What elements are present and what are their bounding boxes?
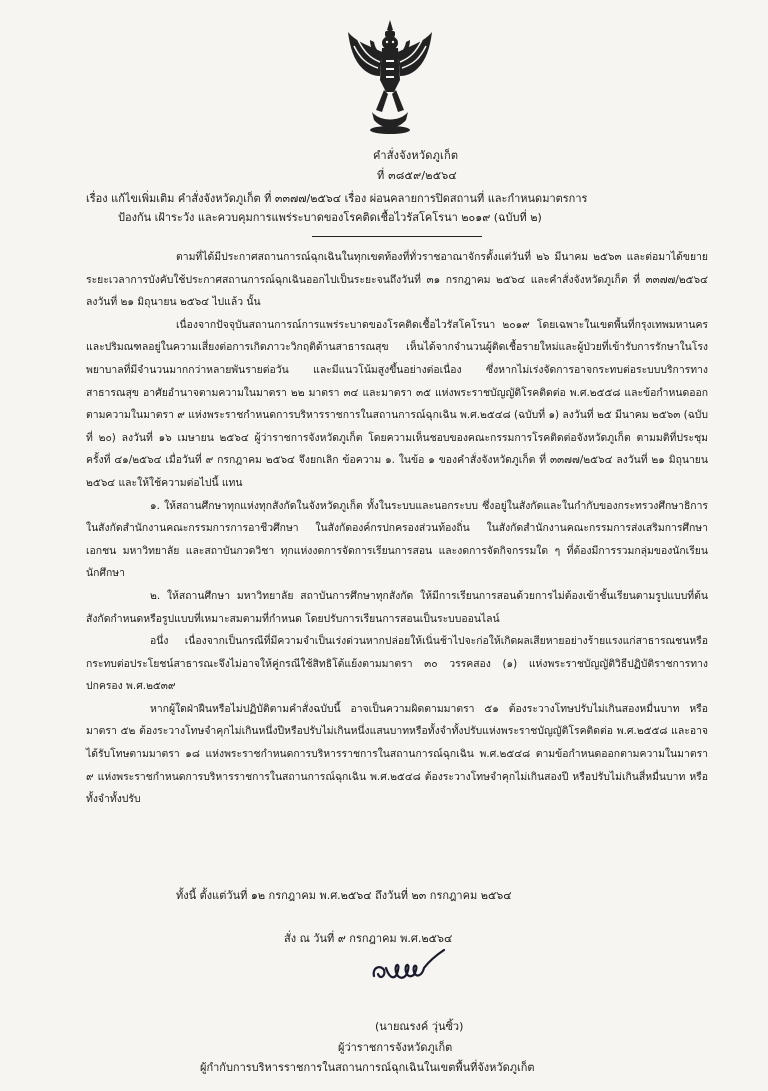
effective-period: ทั้งนี้ ตั้งแต่วันที่ ๑๒ กรกฎาคม พ.ศ.๒๕๖๔ ถึงวันที่ ๒๓ กรกฎาคม ๒๕๖๔ xyxy=(176,889,512,902)
handwritten-signature xyxy=(368,946,448,990)
subject-block xyxy=(86,189,706,227)
subject-line-1: เรื่อง แก้ไขเพิ่มเติม คำสั่งจังหวัดภูเก็ต ที่ ๓๓๗๗/๒๕๖๔ เรื่อง ผ่อนคลายการปิดสถานที่ และกำหนดมาตรการ xyxy=(86,192,588,205)
order-heading: คำสั่งจังหวัดภูเก็ต xyxy=(373,149,459,162)
paragraph-penalty: หากผู้ใดฝ่าฝืนหรือไม่ปฏิบัติตามคำสั่งฉบับนี้ อาจเป็นความผิดตามมาตรา ๕๑ ต้องระวางโทษปรับไม่เกินสองหมื่นบาท หรือมาตรา ๕๒ ต้องระวางโทษจำคุกไม่เกินหนึ่งปีหรือปรับไม่เกินหนึ่งแสนบาทหรือทั้งจำทั้งปรับแห่งพระราชบัญญัติโรคติดต่อ พ.ศ.๒๕๕๘ และอาจได้รับโทษตามมาตรา ๑๘ แห่งพระราชกำหนดการบริหารราชการในสถานการณ์ฉุกเฉิน พ.ศ.๒๕๔๘ ตามข้อกำหนดออกตามความในมาตรา ๙ แห่งพระราชกำหนดการบริหารราชการในสถานการณ์ฉุกเฉิน พ.ศ.๒๕๔๘ ต้องระวางโทษจำคุกไม่เกินสองปี หรือปรับไม่เกินสี่หมื่นบาท หรือทั้งจำทั้งปรับ xyxy=(86,702,708,806)
subject-line-2: ป้องกัน เฝ้าระวัง และควบคุมการแพร่ระบาดของโรคติดเชื้อไวรัสโคโรนา ๒๐๑๙ (ฉบับที่ ๒) xyxy=(118,211,542,224)
subject-underline xyxy=(312,236,482,237)
signer-name: (นายณรงค์ วุ่นซิ้ว) xyxy=(375,1020,464,1033)
signer-role: ผู้กำกับการบริหารราชการในสถานการณ์ฉุกเฉินในเขตพื้นที่จังหวัดภูเก็ต xyxy=(200,1061,535,1074)
order-number: ที่ ๓๘๕๙/๒๕๖๔ xyxy=(377,169,457,182)
paragraph-note: อนึ่ง เนื่องจากเป็นกรณีที่มีความจำเป็นเร่งด่วนหากปล่อยให้เนิ่นช้าไปจะก่อให้เกิดผลเสียหายอย่างร้ายแรงแก่สาธารณชนหรือกระทบต่อประโยชน์สาธารณะจึงไม่อาจให้คู่กรณีใช้สิทธิโต้แย้งตามมาตรา ๓๐ วรรคสอง (๑) แห่งพระราชบัญญัติวิธีปฏิบัติราชการทางปกครอง พ.ศ.๒๕๓๙ xyxy=(86,635,708,693)
paragraph-reason: เนื่องจากปัจจุบันสถานการณ์การแพร่ระบาดของโรคติดเชื้อไวรัสโคโรนา ๒๐๑๙ โดยเฉพาะในเขตพื้นที่กรุงเทพมหานครและปริมณฑลอยู่ในความเสี่ยงต่อการเกิดภาวะวิกฤติด้านสาธารณสุข เห็นได้จากจำนวนผู้ติดเชื้อรายใหม่และผู้ป่วยที่เข้ารับการรักษาในโรงพยาบาลที่มีจำนวนมากกว่าหลายพันรายต่อวัน และมีแนวโน้มสูงขึ้นอย่างต่อเนื่อง ซึ่งหากไม่เร่งจัดการอาจกระทบต่อระบบบริการทางสาธารณสุข อาศัยอำนาจตามความในมาตรา ๒๒ มาตรา ๓๔ และมาตรา ๓๕ แห่งพระราชบัญญัติโรคติดต่อ พ.ศ.๒๕๕๘ และข้อกำหนดออกตามความในมาตรา ๙ แห่งพระราชกำหนดการบริหารราชการในสถานการณ์ฉุกเฉิน พ.ศ.๒๕๔๘ (ฉบับที่ ๑) ลงวันที่ ๒๕ มีนาคม ๒๕๖๓ (ฉบับที่ ๒๐) ลงวันที่ ๑๖ เมษายน ๒๕๖๔ ผู้ว่าราชการจังหวัดภูเก็ต โดยความเห็นชอบของคณะกรรมการโรคติดต่อจังหวัดภูเก็ต ตามมติที่ประชุม ครั้งที่ ๔๑/๒๕๖๔ เมื่อวันที่ ๙ กรกฎาคม ๒๕๖๔ จึงยกเลิก ข้อความ ๑. ในข้อ ๑ ของคำสั่งจังหวัดภูเก็ต ที่ ๓๓๗๗/๒๕๖๔ ลงวันที่ ๒๑ มิถุนายน ๒๕๖๔ และให้ใช้ความต่อไปนี้ แทน xyxy=(86,318,708,489)
paragraph-clause-1: ๑. ให้สถานศึกษาทุกแห่งทุกสังกัดในจังหวัดภูเก็ต ทั้งในระบบและนอกระบบ ซึ่งอยู่ในสังกัดและในกำกับของกระทรวงศึกษาธิการ ในสังกัดสำนักงานคณะกรรมการการอาชีวศึกษา ในสังกัดองค์กรปกครองส่วนท้องถิ่น ในสังกัดสำนักงานคณะกรรมการส่งเสริมการศึกษาเอกชน มหาวิทยาลัย และสถาบันกวดวิชา ทุกแห่งงดการจัดการเรียนการสอน และงดการจัดกิจกรรมใด ๆ ที่ต้องมีการรวมกลุ่มของนักเรียน นักศึกษา xyxy=(86,499,708,580)
garuda-emblem-icon xyxy=(340,18,440,136)
order-body xyxy=(86,246,708,811)
order-date: สั่ง ณ วันที่ ๙ กรกฎาคม พ.ศ.๒๕๖๔ xyxy=(284,932,453,945)
paragraph-clause-2: ๒. ให้สถานศึกษา มหาวิทยาลัย สถาบันการศึกษาทุกสังกัด ให้มีการเรียนการสอนด้วยการไม่ต้องเข้าชั้นเรียนตามรูปแบบที่ต้นสังกัดกำหนดหรือรูปแบบที่เหมาะสมตามที่กำหนด โดยปรับการเรียนการสอนเป็นระบบออนไลน์ xyxy=(86,589,708,625)
paragraph-background: ตามที่ได้มีประกาศสถานการณ์ฉุกเฉินในทุกเขตท้องที่ทั่วราชอาณาจักรตั้งแต่วันที่ ๒๖ มีนาคม ๒๕๖๓ และต่อมาได้ขยายระยะเวลาการบังคับใช้ประกาศสถานการณ์ฉุกเฉินออกไปเป็นระยะจนถึงวันที่ ๓๑ กรกฎาคม ๒๕๖๔ และคำสั่งจังหวัดภูเก็ต ที่ ๓๓๗๗/๒๕๖๔ ลงวันที่ ๒๑ มิถุนายน ๒๕๖๔ ไปแล้ว นั้น xyxy=(86,251,708,309)
signer-title: ผู้ว่าราชการจังหวัดภูเก็ต xyxy=(338,1041,453,1054)
